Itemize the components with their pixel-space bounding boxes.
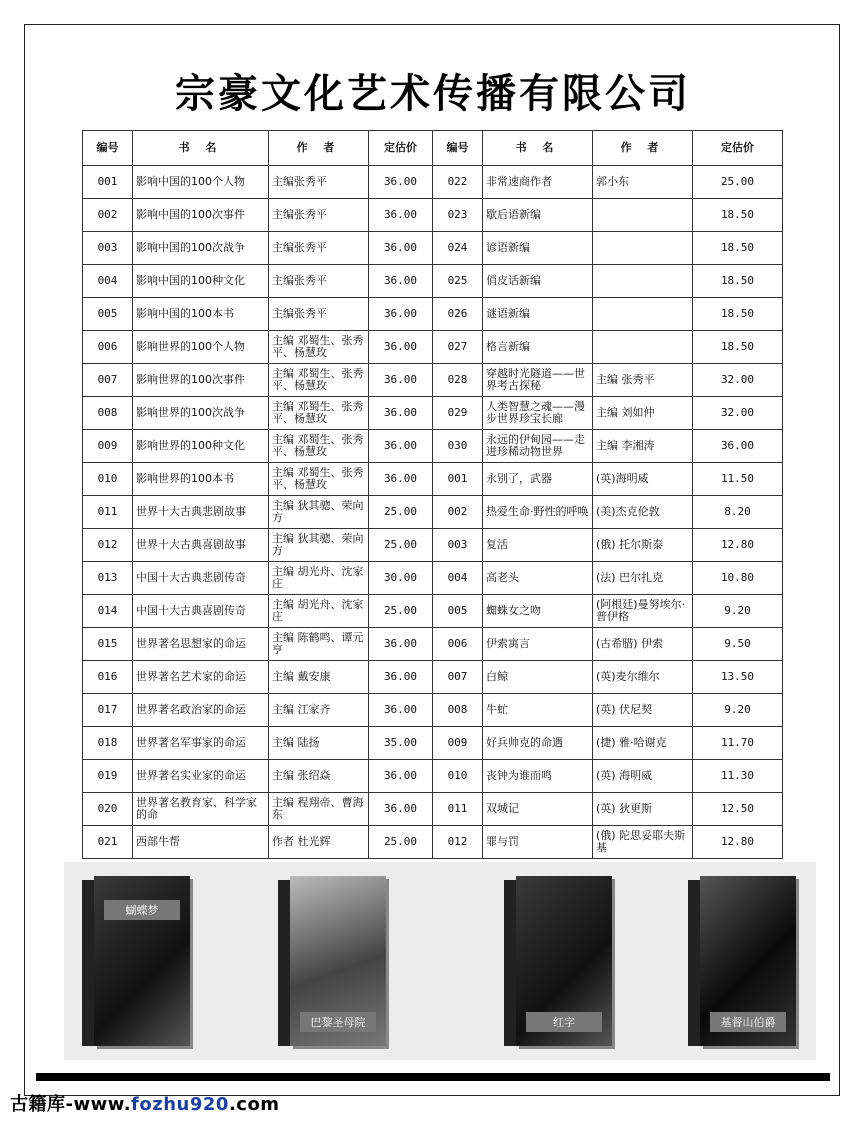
book-price: 36.00	[369, 232, 433, 265]
book-title: 影响中国的100个人物	[133, 166, 269, 199]
book-title: 世界著名实业家的命运	[133, 760, 269, 793]
book-author	[593, 232, 693, 265]
header-price-left: 定估价	[369, 131, 433, 166]
book-number: 011	[433, 793, 483, 826]
book-title: 谚语新编	[483, 232, 593, 265]
book-title: 影响中国的100次事件	[133, 199, 269, 232]
table-row	[83, 727, 783, 760]
book-author: 主编 张绍焱	[269, 760, 369, 793]
book-author: 主编 狄其骢、荣向方	[269, 496, 369, 529]
book-number: 006	[83, 331, 133, 364]
book-price: 25.00	[369, 529, 433, 562]
book-price: 11.50	[693, 463, 783, 496]
book-title: 非常速商作者	[483, 166, 593, 199]
book-author: 主编 邓蜀生、张秀平、杨慧玫	[269, 463, 369, 496]
book-author: 主编 陆扬	[269, 727, 369, 760]
header-no-right: 编号	[433, 131, 483, 166]
table-row	[83, 595, 783, 628]
book-title: 丧钟为谁而鸣	[483, 760, 593, 793]
book-title: 世界十大古典悲剧故事	[133, 496, 269, 529]
table-row	[83, 760, 783, 793]
table-row	[83, 298, 783, 331]
book-number: 008	[433, 694, 483, 727]
book-cover-title: 红字	[526, 1012, 602, 1032]
book-price: 18.50	[693, 199, 783, 232]
book-number: 011	[83, 496, 133, 529]
book-spine	[82, 880, 94, 1046]
book-author	[593, 199, 693, 232]
table-row	[83, 199, 783, 232]
book-title: 伊索寓言	[483, 628, 593, 661]
book-price: 36.00	[369, 760, 433, 793]
book-author: 主编张秀平	[269, 298, 369, 331]
book-title: 世界著名思想家的命运	[133, 628, 269, 661]
book-author: 作者 杜光辉	[269, 826, 369, 859]
book-title: 世界十大古典喜剧故事	[133, 529, 269, 562]
book-price: 18.50	[693, 265, 783, 298]
book-cover-title: 基督山伯爵	[710, 1012, 786, 1032]
table-row	[83, 694, 783, 727]
book-price: 11.30	[693, 760, 783, 793]
book-number: 001	[433, 463, 483, 496]
book-price: 30.00	[369, 562, 433, 595]
book-author: 主编 邓蜀生、张秀平、杨慧玫	[269, 364, 369, 397]
book-price: 12.50	[693, 793, 783, 826]
table-row	[83, 562, 783, 595]
table-row	[83, 265, 783, 298]
book-title: 穿越时光隧道——世界考古探秘	[483, 364, 593, 397]
book-number: 012	[83, 529, 133, 562]
book-author: 主编 邓蜀生、张秀平、杨慧玫	[269, 430, 369, 463]
book-spine	[504, 880, 516, 1046]
book-gallery	[64, 862, 816, 1060]
book-title: 永别了，武器	[483, 463, 593, 496]
book-author: 主编张秀平	[269, 232, 369, 265]
book-title: 世界著名军事家的命运	[133, 727, 269, 760]
book-author: 主编 戴安康	[269, 661, 369, 694]
book-price: 36.00	[369, 298, 433, 331]
header-title-left: 书 名	[133, 131, 269, 166]
book-title: 中国十大古典喜剧传奇	[133, 595, 269, 628]
book-number: 028	[433, 364, 483, 397]
book-title: 西部牛帮	[133, 826, 269, 859]
book-number: 015	[83, 628, 133, 661]
book-title: 复活	[483, 529, 593, 562]
book-author: (英) 伏尼契	[593, 694, 693, 727]
book-cover-title: 蝴蝶梦	[104, 900, 180, 920]
book-number: 022	[433, 166, 483, 199]
book-number: 004	[433, 562, 483, 595]
book-number: 026	[433, 298, 483, 331]
book-title: 影响世界的100次事件	[133, 364, 269, 397]
table-row	[83, 463, 783, 496]
book-number: 002	[83, 199, 133, 232]
book-price: 11.70	[693, 727, 783, 760]
table-row	[83, 793, 783, 826]
book-number: 003	[433, 529, 483, 562]
book-price: 36.00	[369, 265, 433, 298]
header-price-right: 定估价	[693, 131, 783, 166]
book-author: (英) 狄更斯	[593, 793, 693, 826]
book-title: 影响世界的100个人物	[133, 331, 269, 364]
book-number: 013	[83, 562, 133, 595]
company-title: 宗豪文化艺术传播有限公司	[175, 71, 691, 117]
book-price: 18.50	[693, 298, 783, 331]
book-title: 影响中国的100种文化	[133, 265, 269, 298]
catalog-table	[82, 130, 783, 859]
book-author: 主编 狄其骢、荣向方	[269, 529, 369, 562]
book-cover	[94, 876, 190, 1046]
book-number: 006	[433, 628, 483, 661]
book-price: 18.50	[693, 331, 783, 364]
book-author: 主编张秀平	[269, 265, 369, 298]
book-price: 36.00	[369, 628, 433, 661]
footer-watermark	[10, 1090, 280, 1116]
book-title: 世界著名政治家的命运	[133, 694, 269, 727]
book-number: 009	[433, 727, 483, 760]
book-cover	[700, 876, 796, 1046]
book-number: 017	[83, 694, 133, 727]
book-author: (古希腊) 伊索	[593, 628, 693, 661]
book-title: 影响世界的100种文化	[133, 430, 269, 463]
book-cover	[290, 876, 386, 1046]
bottom-rule	[36, 1073, 830, 1081]
book-title: 人类智慧之魂——漫步世界珍宝长廊	[483, 397, 593, 430]
book-title: 世界著名艺术家的命运	[133, 661, 269, 694]
book-number: 025	[433, 265, 483, 298]
book-number: 007	[433, 661, 483, 694]
book-number: 005	[83, 298, 133, 331]
book-price: 32.00	[693, 397, 783, 430]
footer-domain: fozhu920	[131, 1094, 229, 1115]
book-price: 36.00	[693, 430, 783, 463]
book-number: 001	[83, 166, 133, 199]
book-spine	[278, 880, 290, 1046]
book-price: 36.00	[369, 199, 433, 232]
book-title: 影响中国的100次战争	[133, 232, 269, 265]
book-price: 36.00	[369, 331, 433, 364]
header-author-left: 作 者	[269, 131, 369, 166]
book-number: 012	[433, 826, 483, 859]
book-title: 永远的伊甸园——走进珍稀动物世界	[483, 430, 593, 463]
book-author	[593, 331, 693, 364]
book-author: 主编 胡光舟、沈家庄	[269, 562, 369, 595]
table-row	[83, 430, 783, 463]
book-title: 歇后语新编	[483, 199, 593, 232]
book-price: 9.20	[693, 595, 783, 628]
book-number: 016	[83, 661, 133, 694]
book-title: 双城记	[483, 793, 593, 826]
book-price: 36.00	[369, 364, 433, 397]
book-number: 008	[83, 397, 133, 430]
book-author: (阿根廷)曼努埃尔·普伊格	[593, 595, 693, 628]
book-cover	[516, 876, 612, 1046]
book-price: 36.00	[369, 463, 433, 496]
table-header-row	[83, 131, 783, 166]
book-title: 俏皮话新编	[483, 265, 593, 298]
book-number: 020	[83, 793, 133, 826]
book-price: 36.00	[369, 694, 433, 727]
table-row	[83, 232, 783, 265]
footer-prefix: 古籍库-www.	[10, 1094, 132, 1115]
book-price: 36.00	[369, 661, 433, 694]
book-number: 027	[433, 331, 483, 364]
table-row	[83, 166, 783, 199]
book-author: (英)海明威	[593, 463, 693, 496]
book-title: 影响世界的100本书	[133, 463, 269, 496]
book-title: 影响世界的100次战争	[133, 397, 269, 430]
book-price: 9.20	[693, 694, 783, 727]
header-no-left: 编号	[83, 131, 133, 166]
header-author-right: 作 者	[593, 131, 693, 166]
book-price: 12.80	[693, 826, 783, 859]
book-author: 主编 胡光舟、沈家庄	[269, 595, 369, 628]
book-price: 8.20	[693, 496, 783, 529]
book-price: 13.50	[693, 661, 783, 694]
book-number: 005	[433, 595, 483, 628]
book-number: 023	[433, 199, 483, 232]
book-price: 12.80	[693, 529, 783, 562]
book-price: 36.00	[369, 166, 433, 199]
book-price: 35.00	[369, 727, 433, 760]
header-title-right: 书 名	[483, 131, 593, 166]
book-price: 25.00	[369, 826, 433, 859]
book-author: (俄) 托尔斯泰	[593, 529, 693, 562]
book-number: 002	[433, 496, 483, 529]
book-number: 018	[83, 727, 133, 760]
book-author: 主编 刘如仲	[593, 397, 693, 430]
book-title: 白鲸	[483, 661, 593, 694]
table-row	[83, 826, 783, 859]
book-number: 019	[83, 760, 133, 793]
book-author: (美)杰克伦敦	[593, 496, 693, 529]
book-author: 主编张秀平	[269, 199, 369, 232]
book-title: 格言新编	[483, 331, 593, 364]
table-row	[83, 529, 783, 562]
book-number: 007	[83, 364, 133, 397]
book-price: 25.00	[693, 166, 783, 199]
book-spine	[688, 880, 700, 1046]
book-author: 主编张秀平	[269, 166, 369, 199]
book-number: 009	[83, 430, 133, 463]
book-author: 郭小东	[593, 166, 693, 199]
book-number: 003	[83, 232, 133, 265]
book-title: 罪与罚	[483, 826, 593, 859]
book-price: 36.00	[369, 430, 433, 463]
table-row	[83, 331, 783, 364]
book-number: 014	[83, 595, 133, 628]
book-title: 高老头	[483, 562, 593, 595]
book-title: 影响中国的100本书	[133, 298, 269, 331]
catalog-body	[83, 166, 783, 859]
book-price: 10.80	[693, 562, 783, 595]
book-price: 36.00	[369, 397, 433, 430]
table-row	[83, 364, 783, 397]
book-number: 004	[83, 265, 133, 298]
book-author: 主编 陈鹤鸣、谭元亨	[269, 628, 369, 661]
book-title: 好兵帅克的命遇	[483, 727, 593, 760]
table-row	[83, 397, 783, 430]
book-title: 世界著名教育家、科学家的命	[133, 793, 269, 826]
book-price: 25.00	[369, 595, 433, 628]
book-author: 主编 邓蜀生、张秀平、杨慧玫	[269, 397, 369, 430]
book-title: 牛虻	[483, 694, 593, 727]
book-author: 主编 李湘涛	[593, 430, 693, 463]
book-author: (捷) 雅·哈谢克	[593, 727, 693, 760]
book-number: 010	[433, 760, 483, 793]
book-number: 021	[83, 826, 133, 859]
book-author: (英) 海明威	[593, 760, 693, 793]
book-title: 蜘蛛女之吻	[483, 595, 593, 628]
book-author: 主编 邓蜀生、张秀平、杨慧玫	[269, 331, 369, 364]
book-title: 热爱生命·野性的呼唤	[483, 496, 593, 529]
table-row	[83, 661, 783, 694]
table-row	[83, 496, 783, 529]
book-author: (英)麦尔维尔	[593, 661, 693, 694]
book-number: 024	[433, 232, 483, 265]
table-row	[83, 628, 783, 661]
book-price: 25.00	[369, 496, 433, 529]
book-author: 主编 程翔帝、曹海东	[269, 793, 369, 826]
book-price: 32.00	[693, 364, 783, 397]
book-number: 030	[433, 430, 483, 463]
book-author	[593, 265, 693, 298]
book-title: 中国十大古典悲剧传奇	[133, 562, 269, 595]
book-number: 029	[433, 397, 483, 430]
book-price: 9.50	[693, 628, 783, 661]
footer-suffix: .com	[228, 1094, 280, 1115]
book-author: 主编 江家齐	[269, 694, 369, 727]
book-price: 18.50	[693, 232, 783, 265]
book-author: 主编 张秀平	[593, 364, 693, 397]
book-author: (法) 巴尔扎克	[593, 562, 693, 595]
book-cover-title: 巴黎圣母院	[300, 1012, 376, 1032]
book-price: 36.00	[369, 793, 433, 826]
book-number: 010	[83, 463, 133, 496]
book-author: (俄) 陀思妥耶夫斯基	[593, 826, 693, 859]
book-author	[593, 298, 693, 331]
book-title: 谜语新编	[483, 298, 593, 331]
